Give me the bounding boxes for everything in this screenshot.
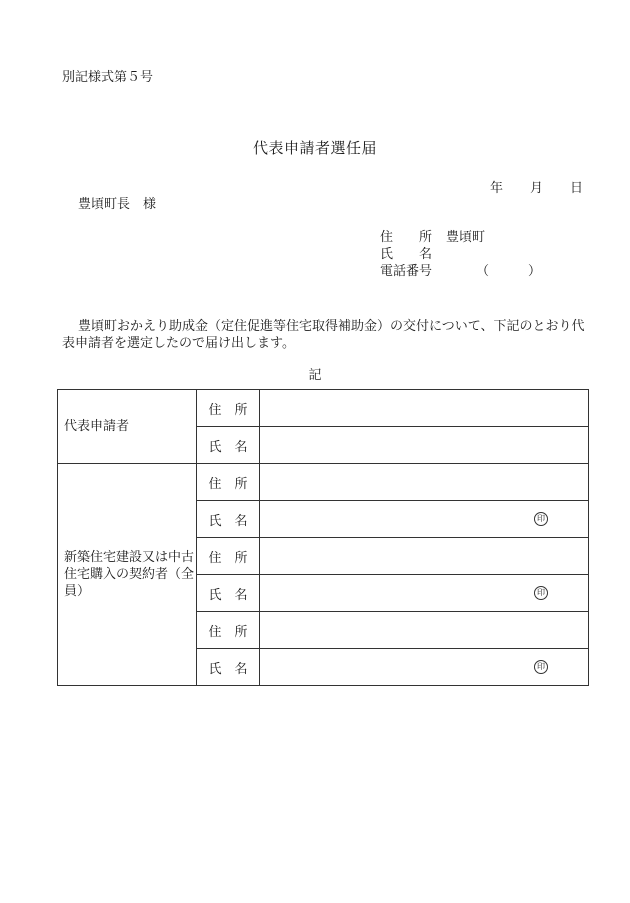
applicant-address-label: 住 所 bbox=[380, 230, 433, 245]
addressee: 豊頃町長 様 bbox=[78, 197, 157, 212]
applicant-address-value[interactable]: 豊頃町 bbox=[446, 230, 486, 245]
date-month-label: 月 bbox=[530, 181, 544, 196]
seal-icon: 印 bbox=[534, 512, 548, 526]
contractor-2-name-field[interactable] bbox=[260, 575, 589, 612]
address-label: 住 所 bbox=[197, 390, 260, 427]
applicant-phone-value[interactable]: （ ） bbox=[476, 264, 542, 279]
applicant-name-row bbox=[380, 246, 541, 263]
applicant-address-row bbox=[380, 229, 541, 246]
date-line bbox=[490, 177, 583, 196]
name-label: 氏 名 bbox=[197, 501, 260, 538]
representative-address-field[interactable] bbox=[260, 390, 589, 427]
applicant-phone-label: 電話番号 bbox=[380, 264, 433, 279]
ki-heading: 記 bbox=[308, 368, 322, 383]
date-year-label: 年 bbox=[490, 181, 504, 196]
representative-name-field[interactable] bbox=[260, 427, 589, 464]
address-label: 住 所 bbox=[197, 612, 260, 649]
seal-icon: 印 bbox=[534, 660, 548, 674]
form-table bbox=[57, 389, 589, 686]
address-label: 住 所 bbox=[197, 464, 260, 501]
address-label: 住 所 bbox=[197, 538, 260, 575]
contractor-3-address-field[interactable] bbox=[260, 612, 589, 649]
form-number: 別記様式第５号 bbox=[62, 70, 154, 85]
table-row bbox=[58, 390, 589, 427]
representative-label: 代表申請者 bbox=[58, 390, 197, 464]
applicant-info bbox=[380, 229, 541, 280]
body-text: 豊頃町おかえり助成金（定住促進等住宅取得補助金）の交付について、下記のとおり代表申請者を選定したので届け出します。 bbox=[62, 319, 585, 351]
table-row bbox=[58, 464, 589, 501]
date-day-label: 日 bbox=[570, 181, 584, 196]
contractor-1-address-field[interactable] bbox=[260, 464, 589, 501]
contractor-2-address-field[interactable] bbox=[260, 538, 589, 575]
applicant-phone-row bbox=[380, 263, 541, 280]
name-label: 氏 名 bbox=[197, 427, 260, 464]
contractor-1-name-field[interactable] bbox=[260, 501, 589, 538]
name-label: 氏 名 bbox=[197, 575, 260, 612]
applicant-name-label: 氏 名 bbox=[380, 247, 433, 262]
document-title: 代表申請者選任届 bbox=[252, 139, 377, 157]
seal-icon: 印 bbox=[534, 586, 548, 600]
contractors-label: 新築住宅建設又は中古住宅購入の契約者（全員） bbox=[58, 464, 197, 686]
contractor-3-name-field[interactable] bbox=[260, 649, 589, 686]
name-label: 氏 名 bbox=[197, 649, 260, 686]
